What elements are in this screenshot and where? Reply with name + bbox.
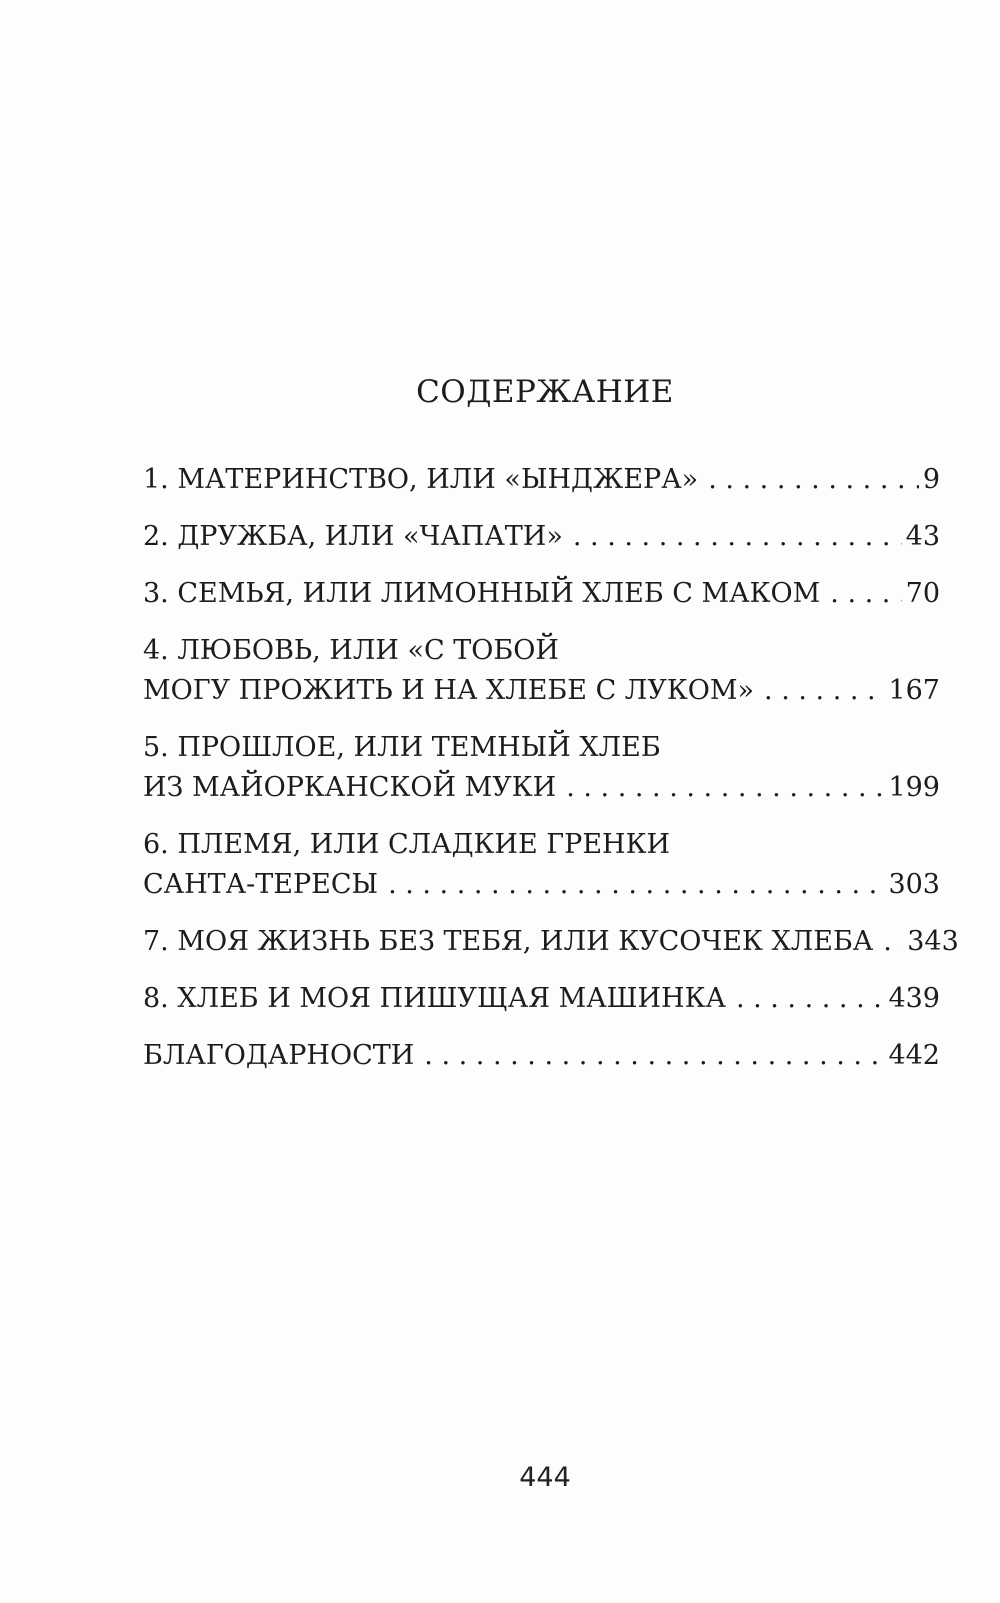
dot-leader [388,865,884,905]
toc-entry-title-line: САНТА-ТЕРЕСЫ [143,869,379,900]
toc-entry [143,517,940,557]
toc-entry-page-number: 343 [907,926,959,957]
toc-entry-title-line: 1. МАТЕРИНСТВО, ИЛИ «ЫНДЖЕРА» [143,464,699,495]
toc-entry-row [143,517,940,557]
dot-leader [830,574,901,614]
toc-entry-title-line: БЛАГОДАРНОСТИ [143,1040,415,1071]
toc-entry-page-number: 9 [922,464,940,495]
toc-entry-page-number: 303 [888,869,940,900]
toc-entry-title-line: МОГУ ПРОЖИТЬ И НА ХЛЕБЕ С ЛУКОМ» [143,675,755,706]
toc-entry-row [143,1036,940,1076]
toc-entry [143,922,959,962]
page-number: 444 [519,1462,571,1493]
toc-entry-page-number: 167 [888,675,940,706]
toc-entry-page-number: 70 [905,578,940,609]
toc-entry-page-number: 199 [888,772,940,803]
toc-entry-title-line: 6. ПЛЕМЯ, ИЛИ СЛАДКИЕ ГРЕНКИ [143,829,671,860]
dot-leader [736,979,885,1019]
toc-entry-title-line: 7. МОЯ ЖИЗНЬ БЕЗ ТЕБЯ, ИЛИ КУСОЧЕК ХЛЕБА [143,926,874,957]
toc-entry-title-line: 3. СЕМЬЯ, ИЛИ ЛИМОННЫЙ ХЛЕБ С МАКОМ [143,578,821,609]
toc-entry [143,728,940,808]
toc-entry-page-number: 43 [905,521,940,552]
toc-entry [143,631,940,711]
toc-entry-row [143,979,940,1019]
table-of-contents [143,460,959,1093]
dot-leader [883,922,903,962]
dot-leader [424,1036,884,1076]
toc-entry-page-number: 442 [888,1040,940,1071]
toc-entry-title-line: 4. ЛЮБОВЬ, ИЛИ «С ТОБОЙ [143,635,559,666]
toc-entry-row [143,574,940,614]
toc-entry-row [143,768,940,808]
toc-entry-title-line: 2. ДРУЖБА, ИЛИ «ЧАПАТИ» [143,521,563,552]
toc-entry-title-line: 5. ПРОШЛОЕ, ИЛИ ТЕМНЫЙ ХЛЕБ [143,732,661,763]
toc-entry [143,460,940,500]
toc-entry-row [143,865,940,905]
toc-entry-row [143,460,940,500]
toc-entry [143,825,940,905]
toc-entry-page-number: 439 [888,983,940,1014]
toc-entry-row [143,922,959,962]
toc-entry [143,574,940,614]
dot-leader [566,768,884,808]
dot-leader [764,671,884,711]
dot-leader [573,517,902,557]
toc-title: СОДЕРЖАНИЕ [416,374,674,410]
toc-entry [143,1036,940,1076]
dot-leader [708,460,919,500]
toc-entry-title-line: 8. ХЛЕБ И МОЯ ПИШУЩАЯ МАШИНКА [143,983,726,1014]
toc-entry [143,979,940,1019]
toc-entry-row [143,671,940,711]
toc-entry-title-line: ИЗ МАЙОРКАНСКОЙ МУКИ [143,772,557,803]
